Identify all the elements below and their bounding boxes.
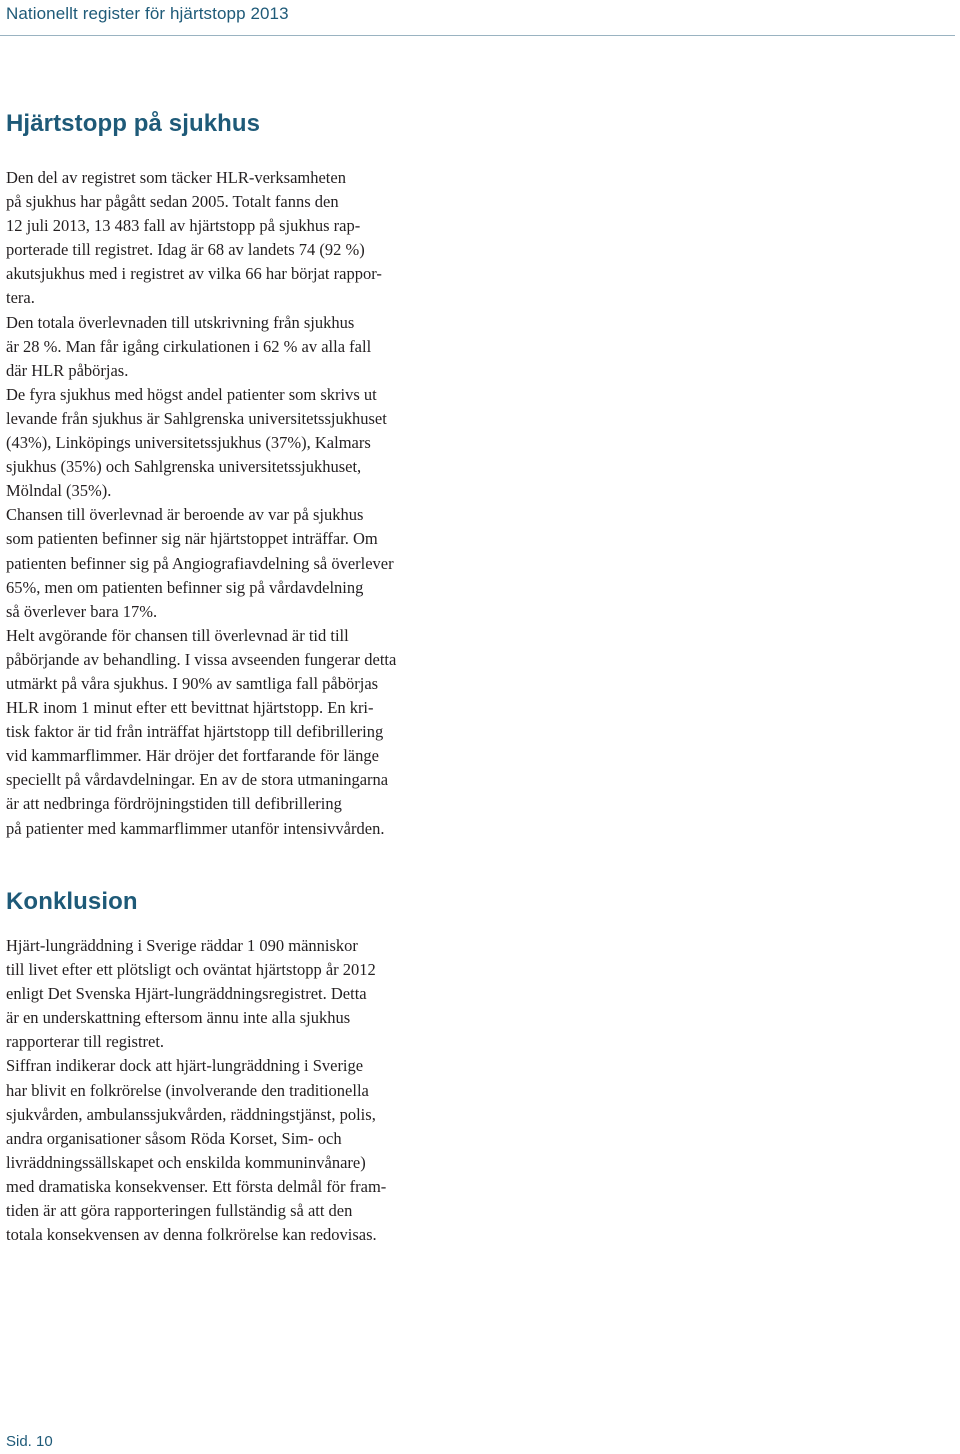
body-line: speciellt på vårdavdelningar. En av de stora utmaningarna — [6, 770, 389, 790]
section-body-konklusion — [6, 934, 476, 1247]
body-line: där HLR påbörjas. — [6, 360, 129, 380]
body-line: Mölndal (35%). — [6, 481, 112, 501]
section-heading-hjartstopp-pa-sjukhus: Hjärtstopp på sjukhus — [6, 110, 261, 137]
body-line: på patienter med kammarflimmer utanför intensivvården. — [6, 818, 385, 838]
body-line: Siffran indikerar dock att hjärt-lungräddning i Sverige — [6, 1056, 364, 1076]
body-line: är 28 %. Man får igång cirkulationen i 62 % av alla fall — [6, 336, 372, 356]
body-line: med dramatiska konsekvenser. Ett första delmål för fram- — [6, 1176, 387, 1196]
body-line: (43%), Linköpings universitetssjukhus (37%), Kalmars — [6, 433, 371, 453]
body-line: till livet efter ett plötsligt och oväntat hjärtstopp år 2012 — [6, 960, 376, 980]
body-line: levande från sjukhus är Sahlgrenska universitetssjukhuset — [6, 408, 387, 428]
body-line: HLR inom 1 minut efter ett bevittnat hjärtstopp. En kri- — [6, 698, 374, 718]
page-number: Sid. 10 — [6, 1433, 53, 1450]
body-line: så överlever bara 17%. — [6, 601, 158, 621]
body-line: livräddningssällskapet och enskilda kommuninvånare) — [6, 1152, 366, 1172]
body-line: Den totala överlevnaden till utskrivning från sjukhus — [6, 312, 355, 332]
body-line: De fyra sjukhus med högst andel patienter som skrivs ut — [6, 384, 377, 404]
body-line: som patienten befinner sig när hjärtstoppet inträffar. Om — [6, 529, 378, 549]
body-line: 65%, men om patienten befinner sig på vårdavdelning — [6, 577, 364, 597]
body-line: utmärkt på våra sjukhus. I 90% av samtliga fall påbörjas — [6, 673, 379, 693]
body-line: enligt Det Svenska Hjärt-lungräddningsregistret. Detta — [6, 984, 367, 1004]
running-header-title: Nationellt register för hjärtstopp 2013 — [6, 4, 289, 23]
body-line: sjukhus (35%) och Sahlgrenska universitetssjukhuset, — [6, 457, 362, 477]
body-line: porterade till registret. Idag är 68 av landets 74 (92 %) — [6, 240, 365, 260]
body-line: vid kammarflimmer. Här dröjer det fortfarande för länge — [6, 746, 379, 766]
body-line: sjukvården, ambulanssjukvården, räddningstjänst, polis, — [6, 1104, 376, 1124]
body-line: är en underskattning eftersom ännu inte alla sjukhus — [6, 1008, 351, 1028]
body-line: Chansen till överlevnad är beroende av var på sjukhus — [6, 505, 364, 525]
section-body-hjartstopp-pa-sjukhus — [6, 166, 476, 841]
body-line: påbörjande av behandling. I vissa avseenden fungerar detta — [6, 649, 397, 669]
body-line: tera. — [6, 288, 35, 308]
body-line: Den del av registret som täcker HLR-verksamheten — [6, 168, 346, 187]
header-divider — [0, 35, 955, 36]
section-heading-konklusion: Konklusion — [6, 888, 138, 915]
body-line: på sjukhus har pågått sedan 2005. Totalt fanns den — [6, 192, 339, 212]
body-line: patienten befinner sig på Angiografiavdelning så överlever — [6, 553, 394, 573]
body-line: har blivit en folkrörelse (involverande den traditionella — [6, 1080, 369, 1100]
body-line: totala konsekvensen av denna folkrörelse kan redovisas. — [6, 1225, 377, 1245]
body-line: tisk faktor är tid från inträffat hjärtstopp till defibrillering — [6, 722, 384, 742]
body-line: tiden är att göra rapporteringen fullständig så att den — [6, 1201, 353, 1221]
body-line: rapporterar till registret. — [6, 1032, 165, 1052]
body-line: Helt avgörande för chansen till överlevnad är tid till — [6, 625, 349, 645]
body-line: är att nedbringa fördröjningstiden till defibrillering — [6, 794, 342, 814]
body-line: akutsjukhus med i registret av vilka 66 har börjat rappor- — [6, 264, 382, 284]
body-line: andra organisationer såsom Röda Korset, Sim- och — [6, 1128, 342, 1148]
body-line: 12 juli 2013, 13 483 fall av hjärtstopp på sjukhus rap- — [6, 216, 361, 236]
body-line: Hjärt-lungräddning i Sverige räddar 1 090 människor — [6, 936, 358, 955]
